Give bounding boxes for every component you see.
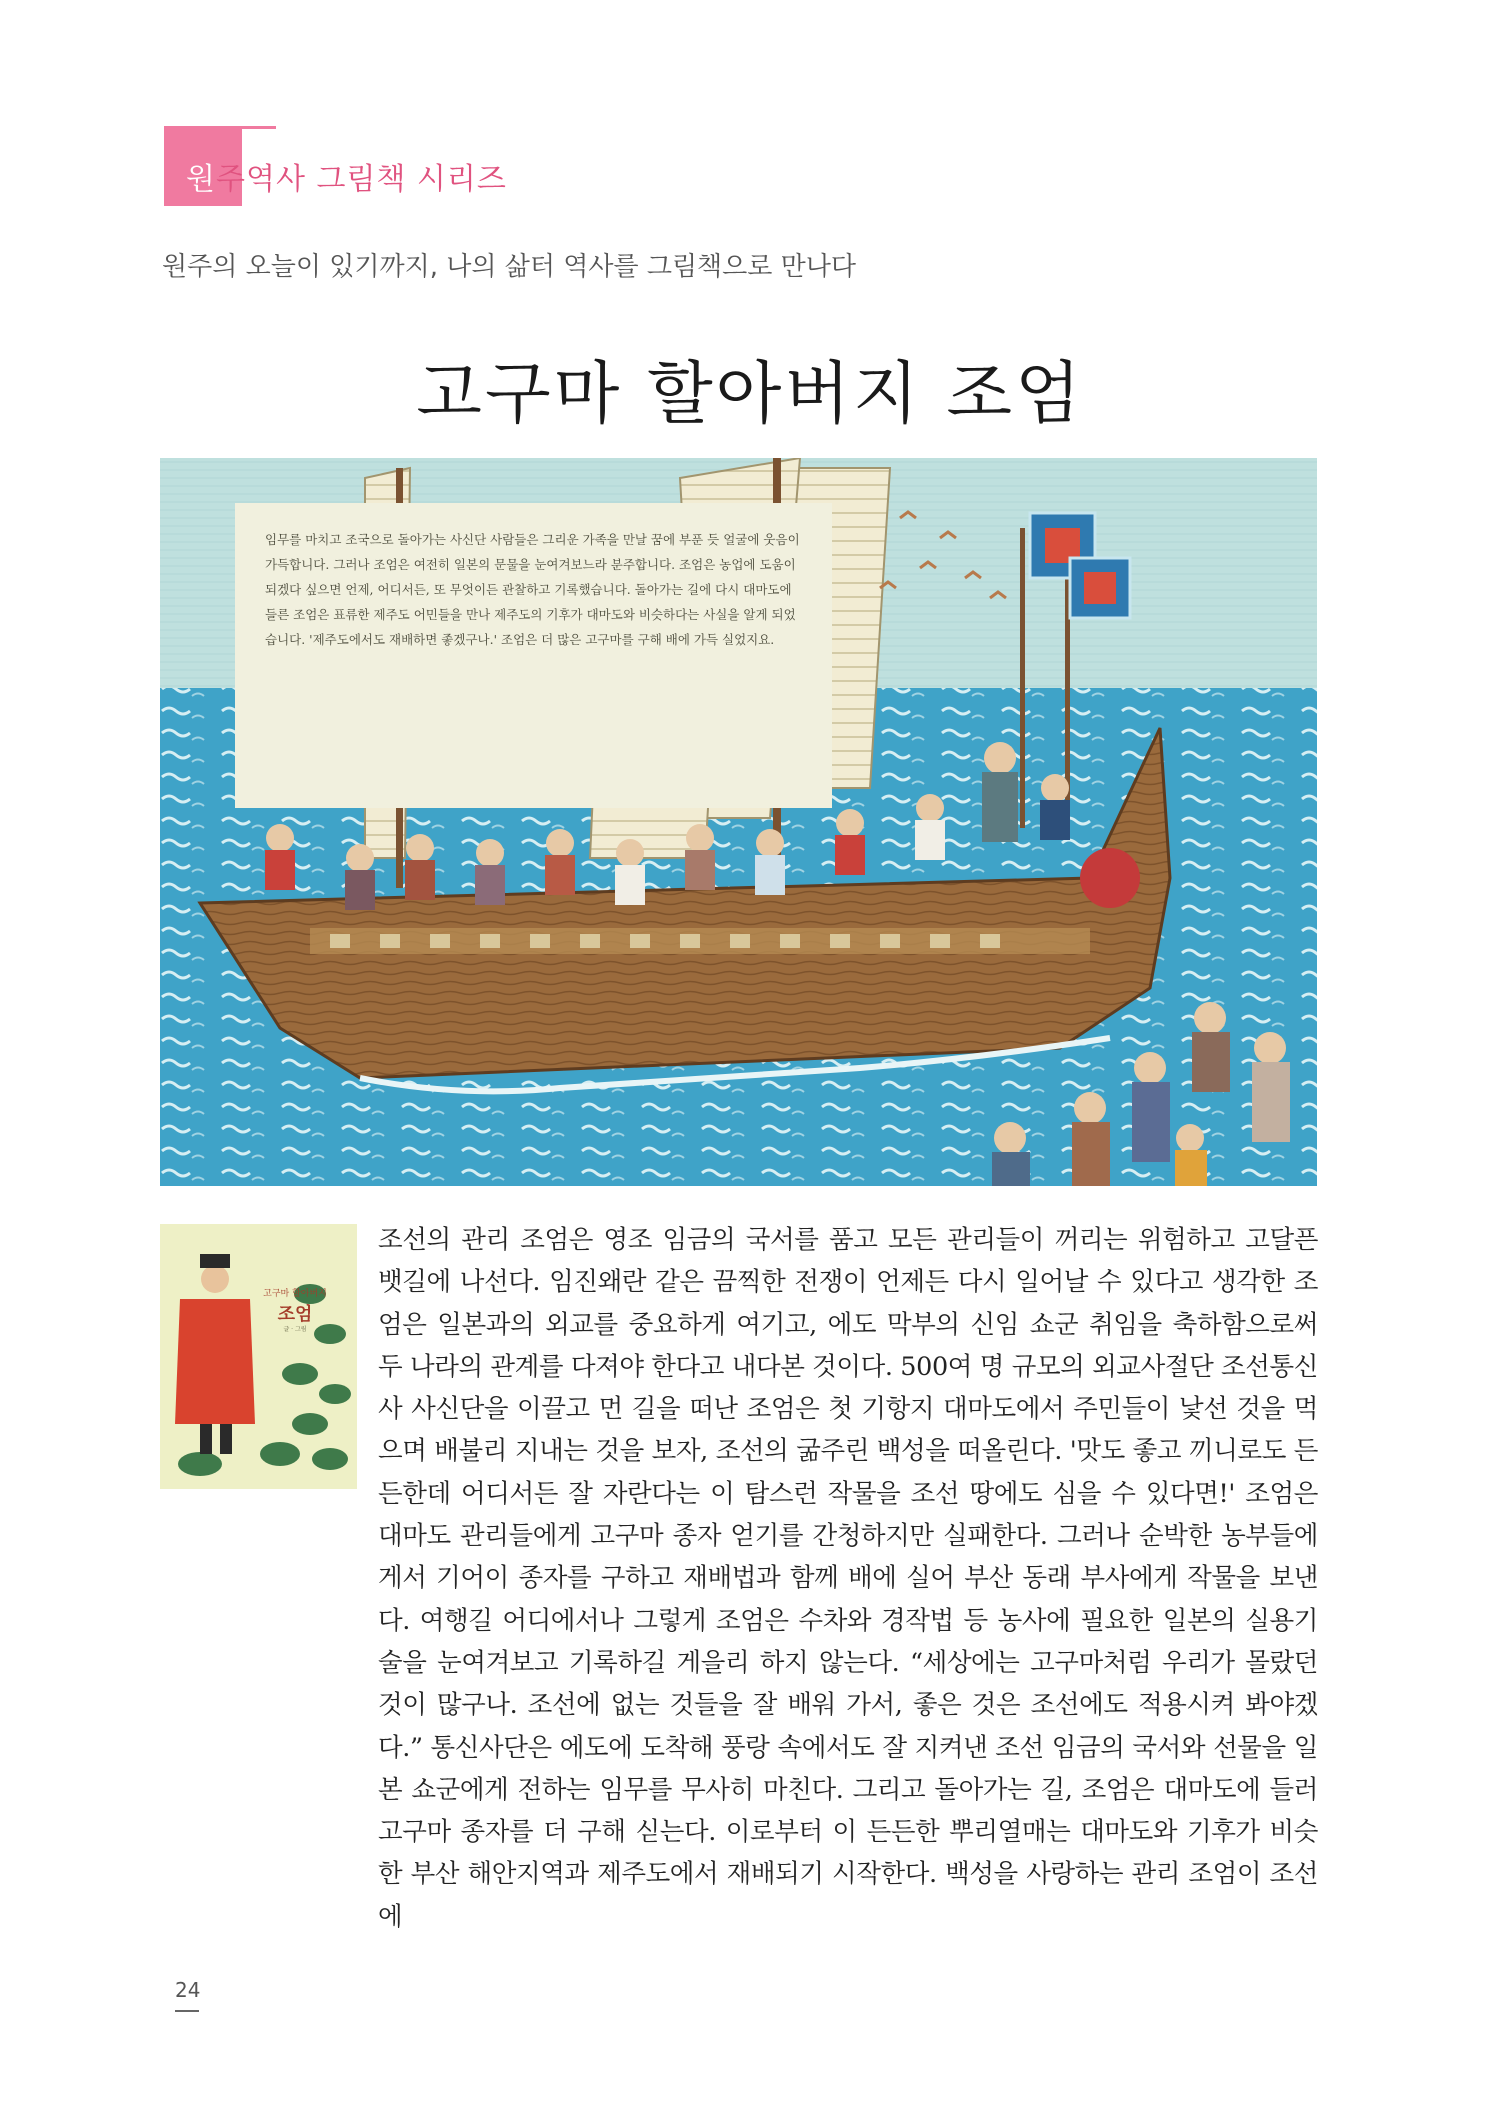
page-subtitle: 원주의 오늘이 있기까지, 나의 삶터 역사를 그림책으로 만나다 [162,252,857,282]
ship-illustration [160,458,1317,1186]
series-tag [164,126,664,206]
book-cover-image [160,1224,357,1489]
page-number: 24 [175,1978,201,2002]
book-cover-credit: 글 · 그림 [283,1326,307,1333]
series-label: 원주역사 그림책 시리즈 [186,162,507,197]
page-number-underline [175,2010,199,2012]
illustration-caption-box [235,503,832,808]
book-cover-name: 조엄 [277,1304,313,1325]
article-paragraph: 조선의 관리 조엄은 영조 임금의 국서를 품고 모든 관리들이 꺼리는 위험하고 고달픈 뱃길에 나선다. 임진왜란 같은 끔찍한 전쟁이 언제든 다시 일어날 수 있다고 생각한 조엄은 일본과의 외교를 중요하게 여기고, 에도 막부의 신임 쇼군 취임을 축하함으로써 두 나라의 관계를 다져야 한다고 내다본 것이다. 500여 명 규모의 외교사절단 조선통신사 사신단을 이끌고 먼 길을 떠난 조엄은 첫 기항지 대마도에서 주민들이 낯선 것을 먹으며 배불리 지내는 것을 보자, 조선의 굶주린 백성을 떠올린다. '맛도 좋고 끼니로도 든든한데 어디서든 잘 자란다는 이 탐스런 작물을 조선 땅에도 심을 수 있다면!' 조엄은 대마도 관리들에게 고구마 종자 얻기를 간청하지만 실패한다. 그러나 순박한 농부들에게서 기어이 종자를 구하고 재배법과 함께 배에 실어 부산 동래 부사에게 작물을 보낸다. 여행길 어디에서나 그렇게 조엄은 수차와 경작법 등 농사에 필요한 일본의 실용기술을 눈여겨보고 기록하길 게을리 하지 않는다. “세상에는 고구마처럼 우리가 몰랐던 것이 많구나. 조선에 없는 것들을 잘 배워 가서, 좋은 것은 조선에도 적용시켜 봐야겠다.” 통신사단은 에도에 도착해 풍랑 속에서도 잘 지켜낸 조선 임금의 국서와 선물을 일본 쇼군에게 전하는 임무를 무사히 마친다. 그리고 돌아가는 길, 조엄은 대마도에 들러 고구마 종자를 더 구해 싣는다. 이로부터 이 든든한 뿌리열매는 대마도와 기후가 비슷한 부산 해안지역과 제주도에서 재배되기 시작한다. 백성을 사랑하는 관리 조엄이 조선에 [378,1225,1318,1932]
page-title: 고구마 할아버지 조엄 [416,355,1084,434]
illustration-caption: 임무를 마치고 조국으로 돌아가는 사신단 사람들은 그리운 가족을 만날 꿈에 부푼 듯 얼굴에 웃음이 가득합니다. 그러나 조엄은 여전히 일본의 문물을 눈여겨보느라 분주합니다. 조엄은 농업에 도움이 되겠다 싶으면 언제, 어디서든, 또 무엇이든 관찰하고 기록했습니다. 돌아가는 길에 다시 대마도에 들른 조엄은 표류한 제주도 어민들을 만나 제주도의 기후가 대마도와 비슷하다는 사실을 알게 되었습니다. '제주도에서도 재배하면 좋겠구나.' 조엄은 더 많은 고구마를 구해 배에 가득 실었지요. [265,532,800,647]
book-cover-art [160,1224,357,1489]
series-accent-line [164,126,276,129]
article-body [378,1219,1318,1938]
book-cover-title: 고구마 할아버지 [263,1289,327,1299]
